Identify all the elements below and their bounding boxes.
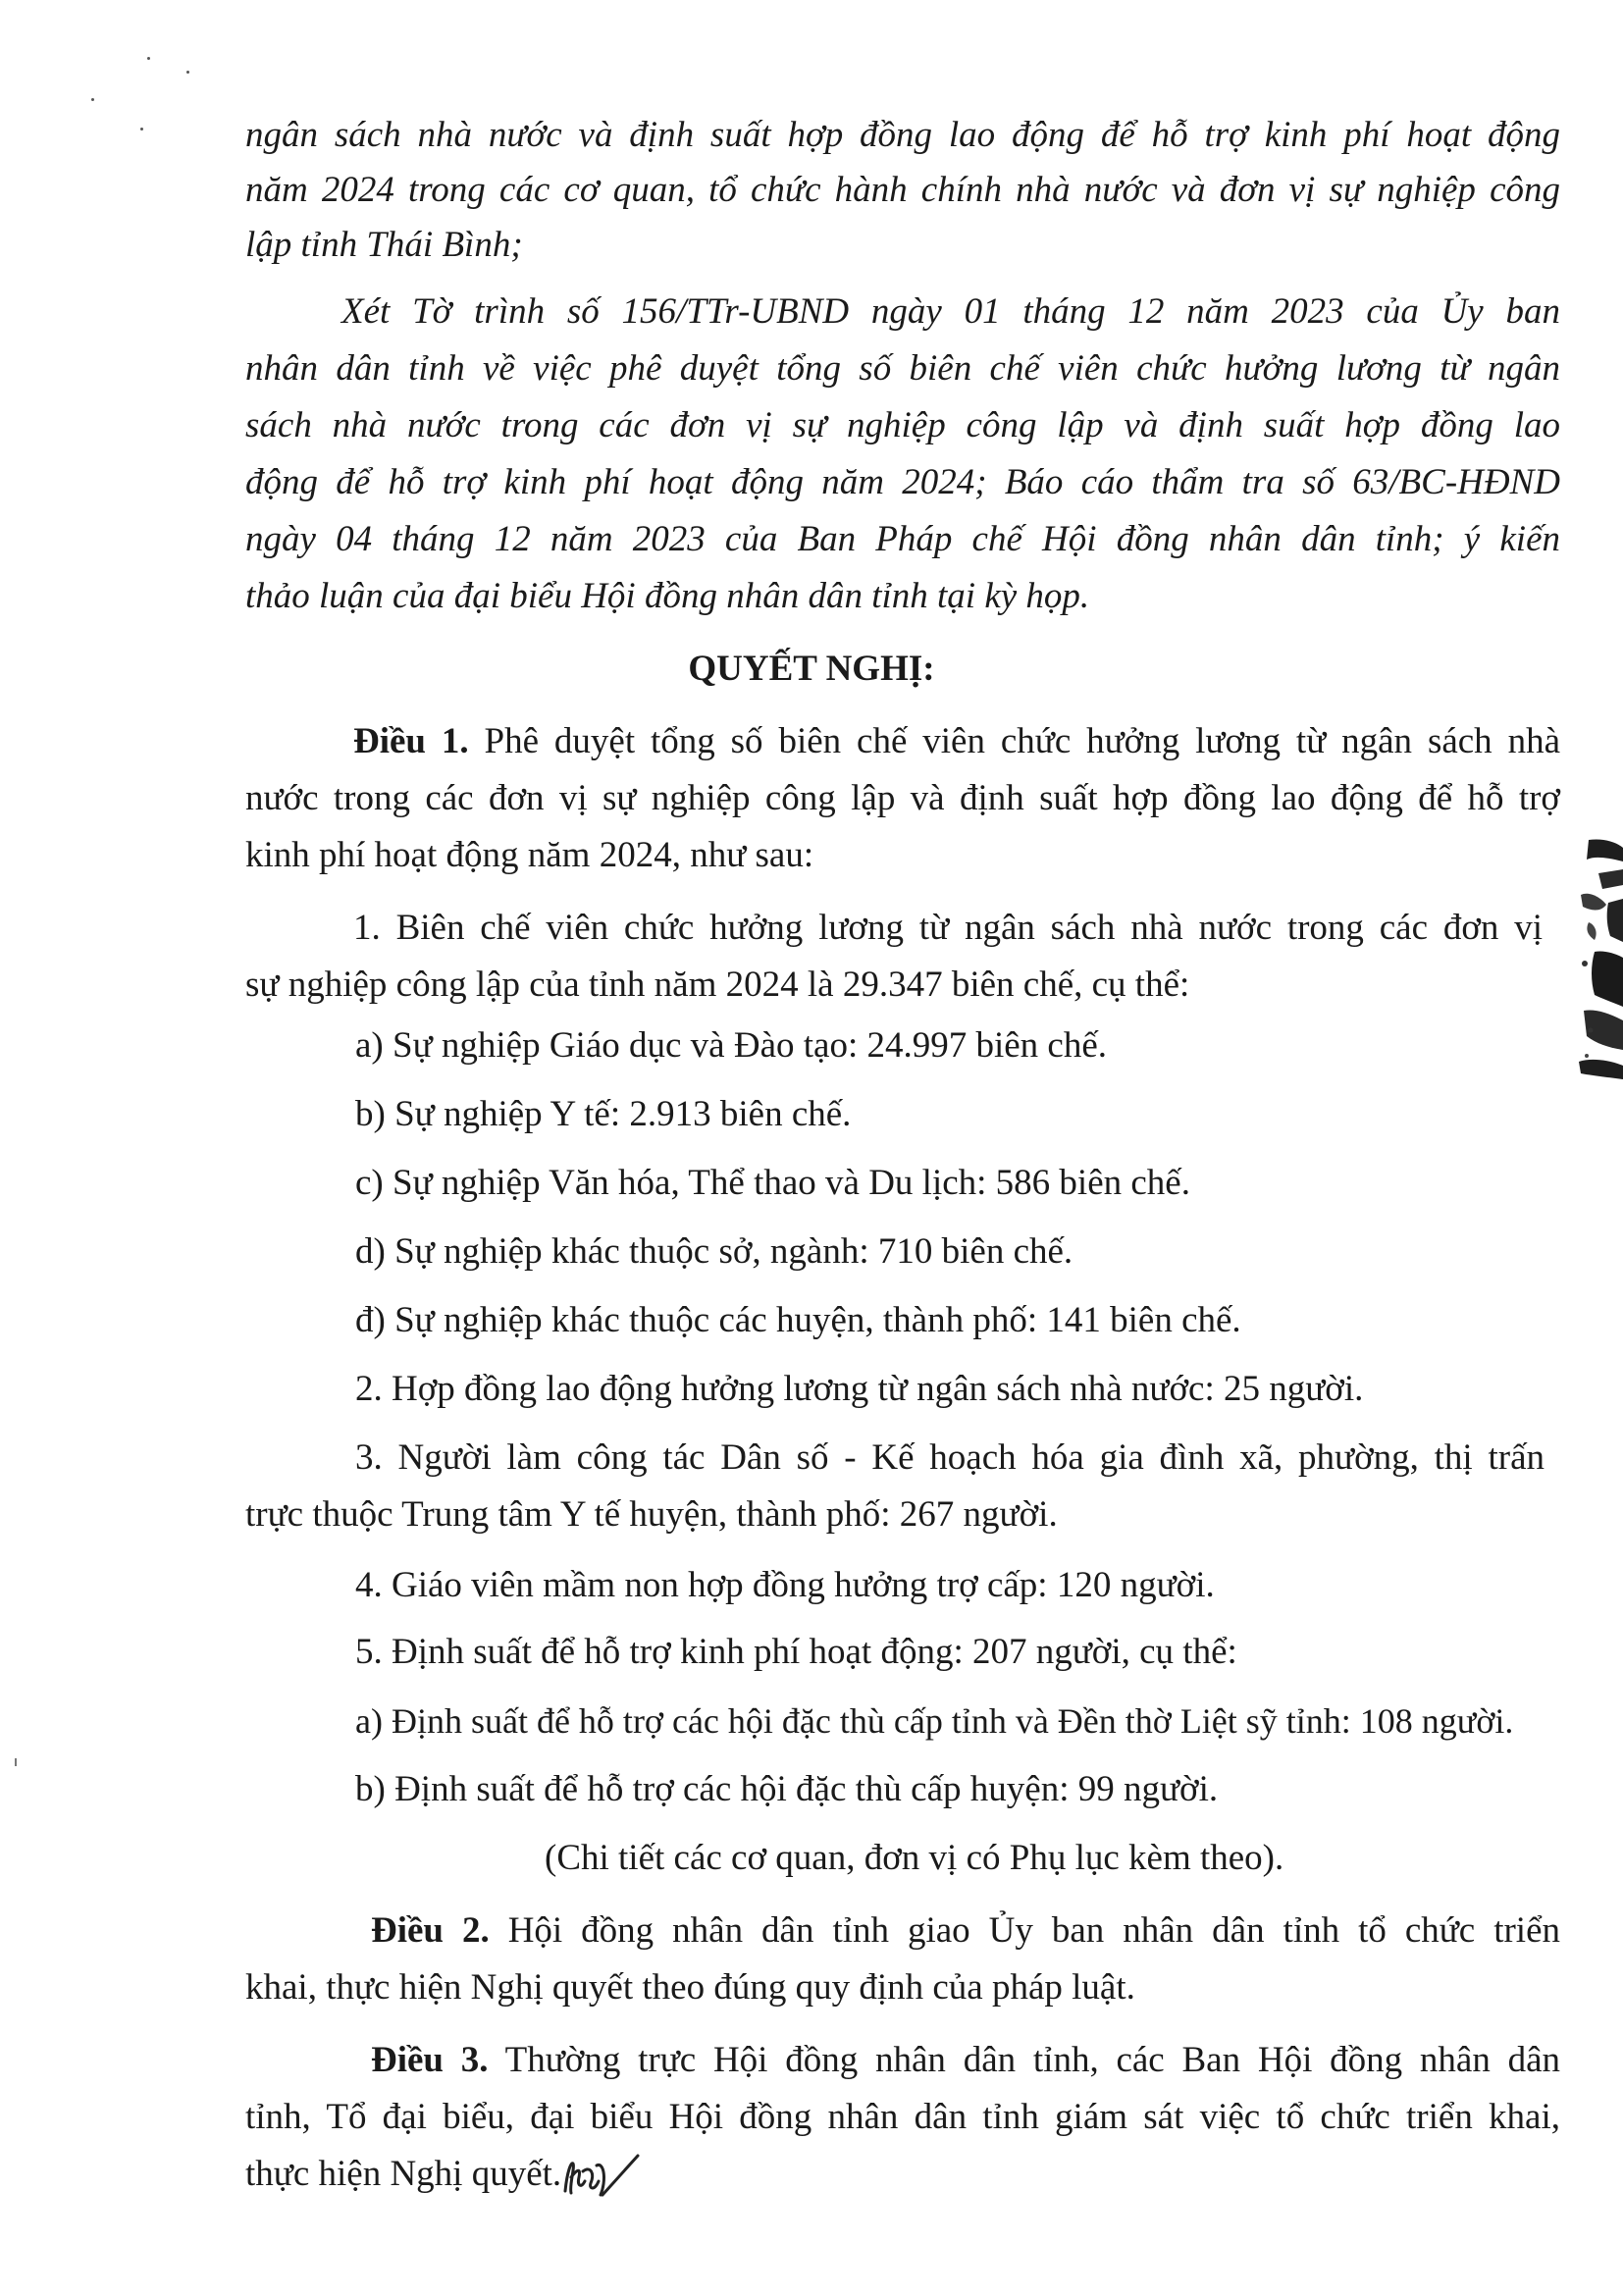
scan-speck (186, 71, 189, 74)
initials-signature-icon (561, 2152, 640, 2203)
article-1-line-1 (353, 716, 1560, 767)
preamble-p2-line-1: Xét Tờ trình số 156/TTr-UBND ngày 01 tháng 12 năm 2023 của Ủy ban (341, 291, 1560, 332)
article-3-line-3 (245, 2149, 1560, 2203)
article-3-label: Điều 3. (371, 2040, 489, 2080)
item-3-line-1: 3. Người làm công tác Dân số - Kế hoạch hóa gia đình xã, phường, thị trấn (355, 1437, 1544, 1478)
article-1-line-3: kinh phí hoạt động năm 2024, như sau: (245, 835, 814, 875)
article-1-line-2: nước trong các đơn vị sự nghiệp công lập và định suất hợp đồng lao động để hỗ trợ (245, 778, 1560, 818)
article-2-text: Hội đồng nhân dân tỉnh giao Ủy ban nhân dân tỉnh tổ chức triển (489, 1910, 1561, 1951)
item-3-line-2: trực thuộc Trung tâm Y tế huyện, thành phố: 267 người. (245, 1494, 1058, 1535)
item-2: 2. Hợp đồng lao động hưởng lương từ ngân sách nhà nước: 25 người. (355, 1369, 1364, 1409)
scan-speck (15, 1758, 17, 1766)
article-1-label: Điều 1. (353, 721, 469, 761)
item-1-line-1: 1. Biên chế viên chức hưởng lương từ ngân sách nhà nước trong các đơn vị (353, 908, 1543, 948)
article-2-line-2: khai, thực hiện Nghị quyết theo đúng quy định của pháp luật. (245, 1967, 1135, 2008)
sub-item-d: d) Sự nghiệp khác thuộc sở, ngành: 710 biên chế. (355, 1231, 1073, 1272)
preamble-line-2: năm 2024 trong các cơ quan, tổ chức hành chính nhà nước và đơn vị sự nghiệp công (245, 170, 1560, 210)
item-4: 4. Giáo viên mầm non hợp đồng hưởng trợ cấp: 120 người. (355, 1565, 1215, 1605)
article-1-text: Phê duyệt tổng số biên chế viên chức hưởng lương từ ngân sách nhà (468, 721, 1560, 761)
appendix-note: (Chi tiết các cơ quan, đơn vị có Phụ lục kèm theo). (545, 1838, 1284, 1878)
preamble-p2-line-2: nhân dân tỉnh về việc phê duyệt tổng số biên chế viên chức hưởng lương từ ngân (245, 348, 1560, 389)
red-seal-fragment-icon (1530, 834, 1623, 1128)
item-1-line-2: sự nghiệp công lập của tỉnh năm 2024 là 29.347 biên chế, cụ thể: (245, 965, 1190, 1005)
preamble-line-1: ngân sách nhà nước và định suất hợp đồng lao động để hỗ trợ kinh phí hoạt động (245, 115, 1560, 155)
sub-item-a: a) Sự nghiệp Giáo dục và Đào tạo: 24.997 biên chế. (355, 1025, 1108, 1066)
sub-item-c: c) Sự nghiệp Văn hóa, Thể thao và Du lịch: 586 biên chế. (355, 1163, 1190, 1203)
item-5: 5. Định suất để hỗ trợ kinh phí hoạt động: 207 người, cụ thể: (355, 1632, 1237, 1672)
article-3-text: Thường trực Hội đồng nhân dân tỉnh, các Ban Hội đồng nhân dân (488, 2040, 1561, 2080)
item-5-sub-b: b) Định suất để hỗ trợ các hội đặc thù cấp huyện: 99 người. (355, 1769, 1219, 1809)
resolution-heading: QUYẾT NGHỊ: (688, 649, 935, 689)
preamble-p2-line-6: thảo luận của đại biểu Hội đồng nhân dân tỉnh tại kỳ họp. (245, 576, 1090, 616)
article-3-line-2: tỉnh, Tổ đại biểu, đại biểu Hội đồng nhân dân tỉnh giám sát việc tổ chức triển khai, (245, 2097, 1560, 2137)
item-5-sub-a: a) Định suất để hỗ trợ các hội đặc thù cấp tỉnh và Đền thờ Liệt sỹ tỉnh: 108 người. (355, 1701, 1514, 1741)
article-2-line-1 (371, 1905, 1560, 1957)
article-3-text-end: thực hiện Nghị quyết. (245, 2154, 562, 2194)
scan-speck (91, 98, 94, 101)
sub-item-b: b) Sự nghiệp Y tế: 2.913 biên chế. (355, 1094, 852, 1134)
preamble-line-3: lập tỉnh Thái Bình; (245, 225, 523, 265)
preamble-p2-line-5: ngày 04 tháng 12 năm 2023 của Ban Pháp chế Hội đồng nhân dân tỉnh; ý kiến (245, 519, 1560, 559)
scan-speck (140, 128, 143, 130)
preamble-p2-line-4: động để hỗ trợ kinh phí hoạt động năm 2024; Báo cáo thẩm tra số 63/BC-HĐND (245, 462, 1560, 502)
preamble-p2-line-3: sách nhà nước trong các đơn vị sự nghiệp công lập và định suất hợp đồng lao (245, 405, 1560, 445)
article-3-line-1 (371, 2035, 1560, 2086)
sub-item-dd: đ) Sự nghiệp khác thuộc các huyện, thành phố: 141 biên chế. (355, 1300, 1241, 1340)
scan-speck (147, 57, 150, 60)
article-2-label: Điều 2. (371, 1910, 490, 1951)
